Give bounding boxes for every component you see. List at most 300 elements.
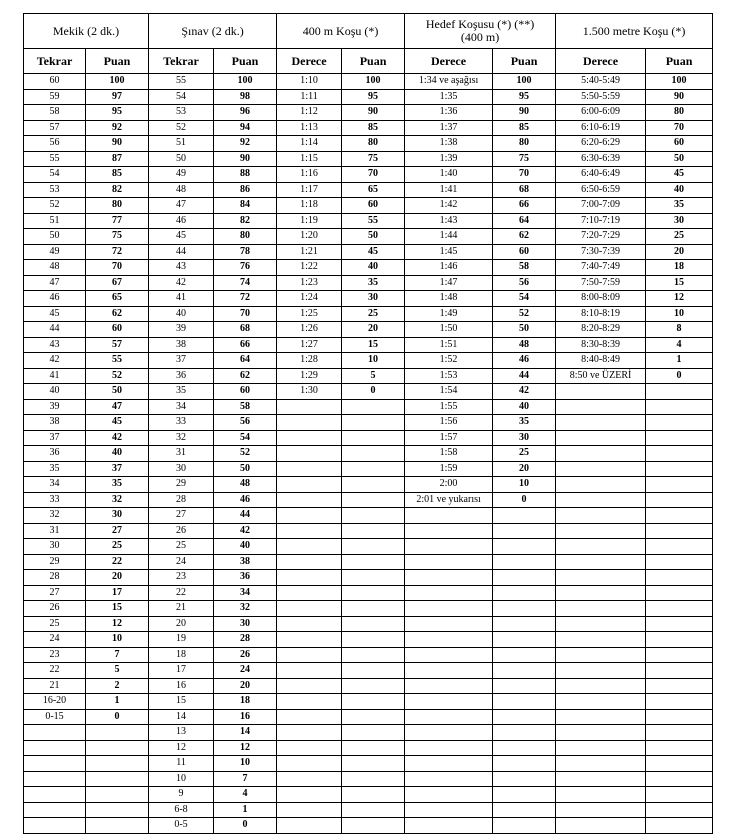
1500m-value-cell — [556, 508, 646, 524]
hedef-puan-cell — [493, 585, 556, 601]
400m-value-cell — [277, 508, 342, 524]
400m-puan-cell: 25 — [342, 306, 405, 322]
mekik-value-cell — [24, 818, 86, 834]
hedef-puan-cell — [493, 694, 556, 710]
sinav-puan-cell: 7 — [214, 771, 277, 787]
sinav-puan-cell: 84 — [214, 198, 277, 214]
400m-puan-cell — [342, 709, 405, 725]
400m-value-cell — [277, 694, 342, 710]
400m-value-cell — [277, 539, 342, 555]
subheader-puan: Puan — [214, 49, 277, 74]
hedef-puan-cell: 95 — [493, 89, 556, 105]
400m-puan-cell — [342, 430, 405, 446]
sinav-puan-cell: 96 — [214, 105, 277, 121]
table-row — [24, 291, 713, 307]
sinav-puan-cell: 50 — [214, 461, 277, 477]
mekik-puan-cell: 10 — [86, 632, 149, 648]
hedef-puan-cell: 60 — [493, 244, 556, 260]
sinav-value-cell: 52 — [149, 120, 214, 136]
subheader-derece: Derece — [277, 49, 342, 74]
hedef-puan-cell: 0 — [493, 492, 556, 508]
subheader-tekrar: Tekrar — [149, 49, 214, 74]
hedef-puan-cell: 75 — [493, 151, 556, 167]
mekik-value-cell — [24, 787, 86, 803]
hedef-value-cell — [405, 601, 493, 617]
hedef-value-cell: 1:43 — [405, 213, 493, 229]
1500m-value-cell — [556, 399, 646, 415]
table-row — [24, 492, 713, 508]
sinav-puan-cell: 70 — [214, 306, 277, 322]
hedef-value-cell: 2:00 — [405, 477, 493, 493]
sinav-value-cell: 13 — [149, 725, 214, 741]
1500m-puan-cell — [646, 508, 713, 524]
1500m-value-cell: 5:50-5:59 — [556, 89, 646, 105]
1500m-puan-cell: 25 — [646, 229, 713, 245]
hedef-value-cell — [405, 616, 493, 632]
1500m-puan-cell: 20 — [646, 244, 713, 260]
sinav-puan-cell: 72 — [214, 291, 277, 307]
hedef-value-cell: 1:59 — [405, 461, 493, 477]
1500m-puan-cell: 8 — [646, 322, 713, 338]
mekik-puan-cell: 30 — [86, 508, 149, 524]
hedef-value-cell — [405, 771, 493, 787]
sinav-value-cell: 11 — [149, 756, 214, 772]
1500m-value-cell — [556, 818, 646, 834]
400m-value-cell — [277, 740, 342, 756]
mekik-value-cell: 26 — [24, 601, 86, 617]
mekik-value-cell: 58 — [24, 105, 86, 121]
1500m-value-cell: 7:20-7:29 — [556, 229, 646, 245]
sinav-value-cell: 40 — [149, 306, 214, 322]
table-row — [24, 415, 713, 431]
1500m-value-cell — [556, 709, 646, 725]
table-row — [24, 306, 713, 322]
1500m-puan-cell — [646, 740, 713, 756]
1500m-value-cell: 8:30-8:39 — [556, 337, 646, 353]
sinav-value-cell: 53 — [149, 105, 214, 121]
table-row — [24, 725, 713, 741]
400m-puan-cell: 60 — [342, 198, 405, 214]
sinav-puan-cell: 74 — [214, 275, 277, 291]
mekik-puan-cell: 22 — [86, 554, 149, 570]
hedef-value-cell: 1:45 — [405, 244, 493, 260]
mekik-puan-cell: 12 — [86, 616, 149, 632]
mekik-puan-cell — [86, 818, 149, 834]
hedef-value-cell: 1:50 — [405, 322, 493, 338]
sinav-value-cell: 38 — [149, 337, 214, 353]
mekik-puan-cell: 57 — [86, 337, 149, 353]
400m-puan-cell: 80 — [342, 136, 405, 152]
400m-puan-cell: 85 — [342, 120, 405, 136]
sinav-value-cell: 42 — [149, 275, 214, 291]
mekik-value-cell — [24, 725, 86, 741]
mekik-puan-cell: 97 — [86, 89, 149, 105]
hedef-value-cell — [405, 585, 493, 601]
sinav-value-cell: 45 — [149, 229, 214, 245]
400m-puan-cell: 20 — [342, 322, 405, 338]
400m-value-cell — [277, 477, 342, 493]
1500m-value-cell: 8:00-8:09 — [556, 291, 646, 307]
400m-value-cell: 1:10 — [277, 74, 342, 90]
1500m-puan-cell: 100 — [646, 74, 713, 90]
400m-value-cell — [277, 802, 342, 818]
sinav-puan-cell: 46 — [214, 492, 277, 508]
mekik-value-cell: 25 — [24, 616, 86, 632]
sinav-value-cell: 14 — [149, 709, 214, 725]
1500m-puan-cell — [646, 430, 713, 446]
sinav-value-cell: 19 — [149, 632, 214, 648]
1500m-value-cell — [556, 554, 646, 570]
400m-puan-cell — [342, 725, 405, 741]
1500m-value-cell — [556, 570, 646, 586]
1500m-puan-cell — [646, 415, 713, 431]
1500m-puan-cell: 90 — [646, 89, 713, 105]
1500m-puan-cell: 80 — [646, 105, 713, 121]
mekik-puan-cell — [86, 802, 149, 818]
mekik-value-cell: 46 — [24, 291, 86, 307]
1500m-puan-cell: 12 — [646, 291, 713, 307]
mekik-puan-cell: 45 — [86, 415, 149, 431]
mekik-puan-cell: 95 — [86, 105, 149, 121]
hedef-puan-cell — [493, 663, 556, 679]
400m-value-cell — [277, 446, 342, 462]
sinav-puan-cell: 86 — [214, 182, 277, 198]
table-row — [24, 275, 713, 291]
table-row — [24, 601, 713, 617]
sinav-puan-cell: 88 — [214, 167, 277, 183]
hedef-puan-cell: 70 — [493, 167, 556, 183]
1500m-puan-cell — [646, 523, 713, 539]
header-1500m-kosu: 1.500 metre Koşu (*) — [556, 14, 713, 49]
sinav-value-cell: 21 — [149, 601, 214, 617]
1500m-value-cell: 8:20-8:29 — [556, 322, 646, 338]
400m-puan-cell — [342, 771, 405, 787]
hedef-puan-cell — [493, 523, 556, 539]
1500m-value-cell: 7:50-7:59 — [556, 275, 646, 291]
hedef-value-cell: 1:48 — [405, 291, 493, 307]
table-row — [24, 213, 713, 229]
1500m-puan-cell — [646, 601, 713, 617]
hedef-puan-cell: 100 — [493, 74, 556, 90]
400m-puan-cell: 40 — [342, 260, 405, 276]
400m-value-cell — [277, 461, 342, 477]
hedef-puan-cell: 48 — [493, 337, 556, 353]
hedef-puan-cell: 42 — [493, 384, 556, 400]
sinav-puan-cell: 56 — [214, 415, 277, 431]
mekik-puan-cell — [86, 756, 149, 772]
sinav-puan-cell: 82 — [214, 213, 277, 229]
sinav-value-cell: 17 — [149, 663, 214, 679]
1500m-value-cell — [556, 740, 646, 756]
hedef-puan-cell — [493, 508, 556, 524]
1500m-value-cell — [556, 523, 646, 539]
400m-value-cell — [277, 616, 342, 632]
table-row — [24, 384, 713, 400]
400m-puan-cell: 30 — [342, 291, 405, 307]
1500m-puan-cell: 50 — [646, 151, 713, 167]
mekik-value-cell: 35 — [24, 461, 86, 477]
1500m-value-cell: 5:40-5:49 — [556, 74, 646, 90]
1500m-value-cell: 6:40-6:49 — [556, 167, 646, 183]
hedef-value-cell: 1:52 — [405, 353, 493, 369]
mekik-value-cell: 29 — [24, 554, 86, 570]
mekik-value-cell: 52 — [24, 198, 86, 214]
400m-value-cell — [277, 632, 342, 648]
mekik-value-cell: 21 — [24, 678, 86, 694]
sinav-puan-cell: 1 — [214, 802, 277, 818]
400m-value-cell: 1:18 — [277, 198, 342, 214]
hedef-value-cell — [405, 802, 493, 818]
mekik-value-cell: 27 — [24, 585, 86, 601]
1500m-value-cell — [556, 771, 646, 787]
sinav-puan-cell: 58 — [214, 399, 277, 415]
mekik-puan-cell: 70 — [86, 260, 149, 276]
hedef-puan-cell: 40 — [493, 399, 556, 415]
table-row — [24, 678, 713, 694]
score-table-body — [24, 74, 713, 834]
sinav-value-cell: 37 — [149, 353, 214, 369]
hedef-puan-cell: 85 — [493, 120, 556, 136]
1500m-value-cell — [556, 632, 646, 648]
400m-puan-cell — [342, 663, 405, 679]
mekik-puan-cell: 67 — [86, 275, 149, 291]
table-row — [24, 508, 713, 524]
1500m-puan-cell — [646, 616, 713, 632]
1500m-puan-cell — [646, 477, 713, 493]
sinav-puan-cell: 68 — [214, 322, 277, 338]
1500m-value-cell — [556, 461, 646, 477]
mekik-puan-cell: 72 — [86, 244, 149, 260]
mekik-puan-cell: 62 — [86, 306, 149, 322]
sinav-value-cell: 31 — [149, 446, 214, 462]
1500m-puan-cell — [646, 694, 713, 710]
table-row — [24, 446, 713, 462]
sinav-value-cell: 18 — [149, 647, 214, 663]
hedef-puan-cell — [493, 647, 556, 663]
400m-puan-cell — [342, 802, 405, 818]
hedef-value-cell: 1:36 — [405, 105, 493, 121]
table-row — [24, 89, 713, 105]
1500m-puan-cell — [646, 663, 713, 679]
header-mekik: Mekik (2 dk.) — [24, 14, 149, 49]
mekik-value-cell: 57 — [24, 120, 86, 136]
header-hedef-kosusu — [405, 14, 556, 49]
1500m-puan-cell: 18 — [646, 260, 713, 276]
400m-puan-cell: 45 — [342, 244, 405, 260]
sinav-value-cell: 51 — [149, 136, 214, 152]
sinav-value-cell: 39 — [149, 322, 214, 338]
400m-value-cell — [277, 570, 342, 586]
mekik-value-cell: 36 — [24, 446, 86, 462]
1500m-puan-cell — [646, 632, 713, 648]
1500m-value-cell: 8:50 ve ÜZERİ — [556, 368, 646, 384]
hedef-value-cell: 1:54 — [405, 384, 493, 400]
400m-value-cell — [277, 756, 342, 772]
400m-puan-cell — [342, 415, 405, 431]
1500m-value-cell: 7:30-7:39 — [556, 244, 646, 260]
400m-value-cell: 1:14 — [277, 136, 342, 152]
sinav-value-cell: 48 — [149, 182, 214, 198]
hedef-value-cell: 1:58 — [405, 446, 493, 462]
mekik-puan-cell: 77 — [86, 213, 149, 229]
sinav-puan-cell: 32 — [214, 601, 277, 617]
mekik-value-cell: 32 — [24, 508, 86, 524]
400m-puan-cell — [342, 678, 405, 694]
sinav-value-cell: 47 — [149, 198, 214, 214]
mekik-value-cell: 51 — [24, 213, 86, 229]
sinav-value-cell: 54 — [149, 89, 214, 105]
mekik-value-cell: 40 — [24, 384, 86, 400]
sinav-puan-cell: 10 — [214, 756, 277, 772]
hedef-puan-cell: 52 — [493, 306, 556, 322]
1500m-value-cell: 6:50-6:59 — [556, 182, 646, 198]
mekik-puan-cell: 37 — [86, 461, 149, 477]
hedef-puan-cell: 90 — [493, 105, 556, 121]
1500m-puan-cell: 60 — [646, 136, 713, 152]
mekik-puan-cell: 1 — [86, 694, 149, 710]
hedef-puan-cell: 35 — [493, 415, 556, 431]
table-row — [24, 585, 713, 601]
hedef-puan-cell: 80 — [493, 136, 556, 152]
mekik-puan-cell: 100 — [86, 74, 149, 90]
sinav-value-cell: 23 — [149, 570, 214, 586]
1500m-puan-cell: 4 — [646, 337, 713, 353]
1500m-value-cell: 8:40-8:49 — [556, 353, 646, 369]
mekik-value-cell: 37 — [24, 430, 86, 446]
table-row — [24, 322, 713, 338]
400m-value-cell — [277, 678, 342, 694]
sinav-puan-cell: 90 — [214, 151, 277, 167]
sinav-value-cell: 16 — [149, 678, 214, 694]
400m-puan-cell — [342, 647, 405, 663]
table-row — [24, 694, 713, 710]
1500m-value-cell — [556, 585, 646, 601]
sinav-value-cell: 25 — [149, 539, 214, 555]
sinav-value-cell: 10 — [149, 771, 214, 787]
mekik-value-cell — [24, 756, 86, 772]
hedef-puan-cell — [493, 802, 556, 818]
hedef-puan-cell — [493, 740, 556, 756]
mekik-value-cell: 39 — [24, 399, 86, 415]
sinav-value-cell: 29 — [149, 477, 214, 493]
hedef-puan-cell — [493, 709, 556, 725]
sinav-value-cell: 49 — [149, 167, 214, 183]
table-row — [24, 151, 713, 167]
400m-value-cell — [277, 415, 342, 431]
400m-puan-cell: 55 — [342, 213, 405, 229]
hedef-puan-cell — [493, 601, 556, 617]
sinav-value-cell: 9 — [149, 787, 214, 803]
mekik-value-cell: 49 — [24, 244, 86, 260]
sinav-puan-cell: 16 — [214, 709, 277, 725]
sinav-value-cell: 36 — [149, 368, 214, 384]
sinav-puan-cell: 40 — [214, 539, 277, 555]
mekik-puan-cell: 17 — [86, 585, 149, 601]
400m-puan-cell — [342, 818, 405, 834]
400m-value-cell — [277, 601, 342, 617]
mekik-puan-cell: 7 — [86, 647, 149, 663]
sinav-puan-cell: 36 — [214, 570, 277, 586]
hedef-puan-cell: 20 — [493, 461, 556, 477]
table-row — [24, 229, 713, 245]
mekik-value-cell: 56 — [24, 136, 86, 152]
sinav-puan-cell: 26 — [214, 647, 277, 663]
subheader-puan: Puan — [342, 49, 405, 74]
mekik-puan-cell: 27 — [86, 523, 149, 539]
1500m-value-cell — [556, 446, 646, 462]
1500m-value-cell — [556, 477, 646, 493]
sinav-puan-cell: 100 — [214, 74, 277, 90]
sinav-puan-cell: 34 — [214, 585, 277, 601]
hedef-value-cell: 1:46 — [405, 260, 493, 276]
mekik-puan-cell: 80 — [86, 198, 149, 214]
table-row — [24, 105, 713, 121]
mekik-value-cell: 31 — [24, 523, 86, 539]
1500m-puan-cell — [646, 554, 713, 570]
mekik-value-cell: 50 — [24, 229, 86, 245]
1500m-value-cell — [556, 678, 646, 694]
hedef-value-cell: 1:49 — [405, 306, 493, 322]
mekik-value-cell: 41 — [24, 368, 86, 384]
400m-value-cell — [277, 430, 342, 446]
1500m-value-cell — [556, 430, 646, 446]
400m-value-cell: 1:12 — [277, 105, 342, 121]
table-row — [24, 539, 713, 555]
hedef-value-cell: 1:47 — [405, 275, 493, 291]
sinav-value-cell: 26 — [149, 523, 214, 539]
400m-puan-cell — [342, 399, 405, 415]
400m-value-cell — [277, 399, 342, 415]
400m-value-cell: 1:21 — [277, 244, 342, 260]
1500m-value-cell — [556, 601, 646, 617]
1500m-value-cell: 6:00-6:09 — [556, 105, 646, 121]
hedef-value-cell: 1:38 — [405, 136, 493, 152]
400m-puan-cell — [342, 756, 405, 772]
hedef-puan-cell: 62 — [493, 229, 556, 245]
sinav-value-cell: 32 — [149, 430, 214, 446]
sinav-puan-cell: 28 — [214, 632, 277, 648]
mekik-value-cell: 24 — [24, 632, 86, 648]
400m-value-cell — [277, 725, 342, 741]
sinav-value-cell: 41 — [149, 291, 214, 307]
400m-puan-cell — [342, 787, 405, 803]
sinav-puan-cell: 64 — [214, 353, 277, 369]
hedef-value-cell: 1:56 — [405, 415, 493, 431]
sinav-puan-cell: 20 — [214, 678, 277, 694]
table-row — [24, 570, 713, 586]
mekik-puan-cell: 40 — [86, 446, 149, 462]
table-row — [24, 74, 713, 90]
subheader-puan: Puan — [646, 49, 713, 74]
400m-value-cell — [277, 554, 342, 570]
hedef-puan-cell: 56 — [493, 275, 556, 291]
hedef-puan-cell — [493, 756, 556, 772]
hedef-value-cell: 1:55 — [405, 399, 493, 415]
hedef-puan-cell: 44 — [493, 368, 556, 384]
1500m-value-cell — [556, 539, 646, 555]
mekik-value-cell: 34 — [24, 477, 86, 493]
mekik-value-cell: 60 — [24, 74, 86, 90]
mekik-puan-cell: 85 — [86, 167, 149, 183]
table-row — [24, 120, 713, 136]
mekik-puan-cell: 25 — [86, 539, 149, 555]
table-row — [24, 756, 713, 772]
mekik-puan-cell: 47 — [86, 399, 149, 415]
table-row — [24, 709, 713, 725]
mekik-puan-cell — [86, 787, 149, 803]
400m-puan-cell: 70 — [342, 167, 405, 183]
mekik-puan-cell: 15 — [86, 601, 149, 617]
